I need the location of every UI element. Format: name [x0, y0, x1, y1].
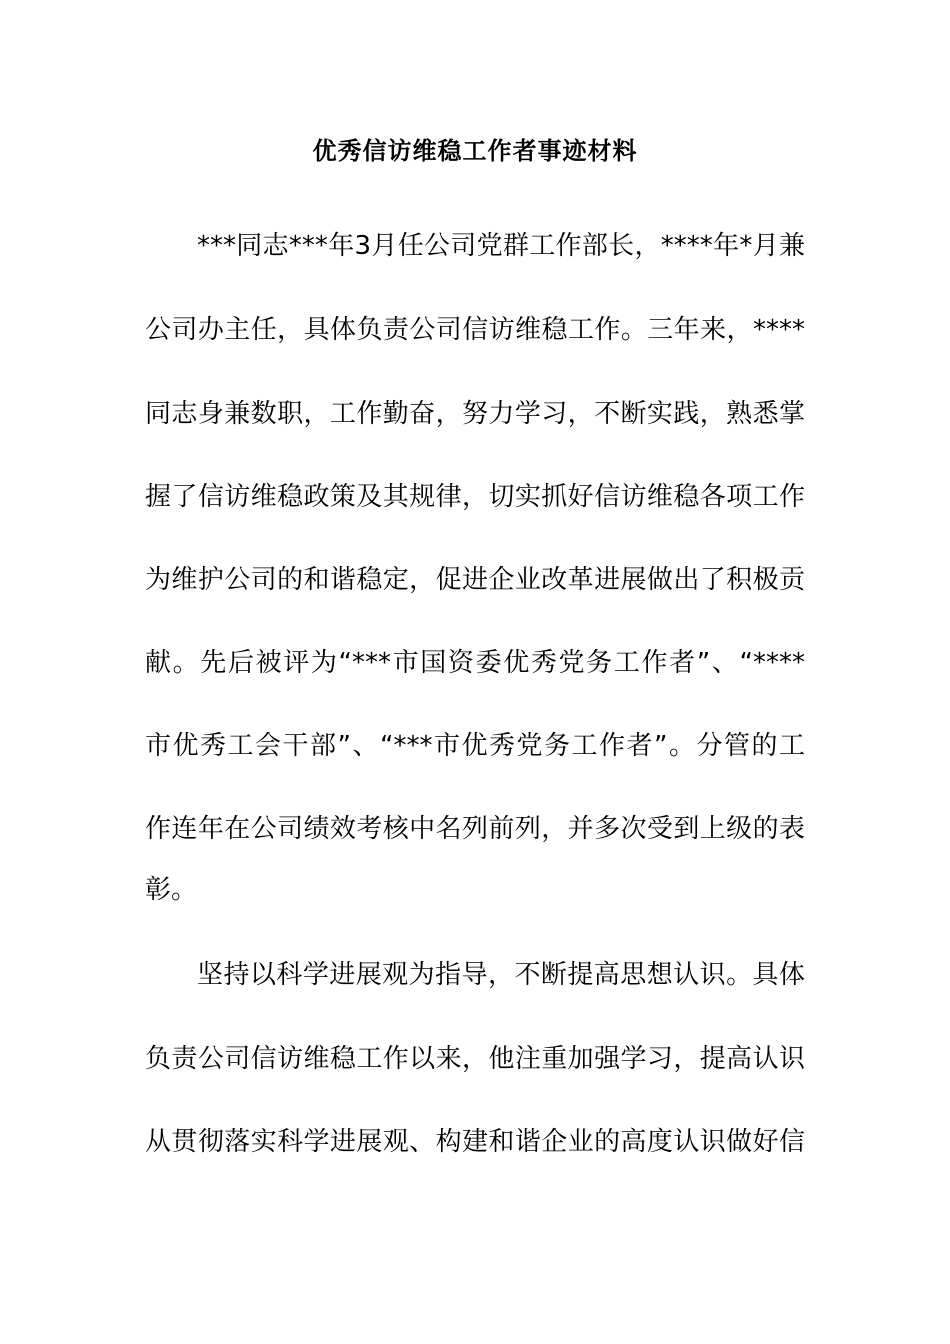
paragraph-line: ***同志***年3月任公司党群工作部长，****年*月兼 — [197, 231, 805, 261]
paragraph-line: 彰。 — [145, 875, 198, 905]
paragraph-line: 握了信访维稳政策及其规律，切实抓好信访维稳各项工作 — [145, 482, 805, 512]
paragraph-line: 作连年在公司绩效考核中名列前列，并多次受到上级的表 — [145, 814, 805, 844]
paragraph-line: 公司办主任，具体负责公司信访维稳工作。三年来，**** — [145, 315, 805, 345]
document-title: 优秀信访维稳工作者事迹材料 — [312, 136, 638, 165]
paragraph-line: 负责公司信访维稳工作以来，他注重加强学习，提高认识 — [145, 1044, 805, 1074]
paragraph-line: 从贯彻落实科学进展观、构建和谐企业的高度认识做好信 — [145, 1127, 805, 1157]
paragraph-line: 市优秀工会干部”、“***市优秀党务工作者”。分管的工 — [145, 731, 805, 761]
paragraph-line: 坚持以科学进展观为指导，不断提高思想认识。具体 — [197, 960, 805, 990]
paragraph-line: 为维护公司的和谐稳定，促进企业改革进展做出了积极贡 — [145, 565, 805, 595]
paragraph-line: 献。先后被评为“***市国资委优秀党务工作者”、“**** — [145, 648, 805, 678]
paragraph-line: 同志身兼数职，工作勤奋，努力学习，不断实践，熟悉掌 — [145, 399, 805, 429]
